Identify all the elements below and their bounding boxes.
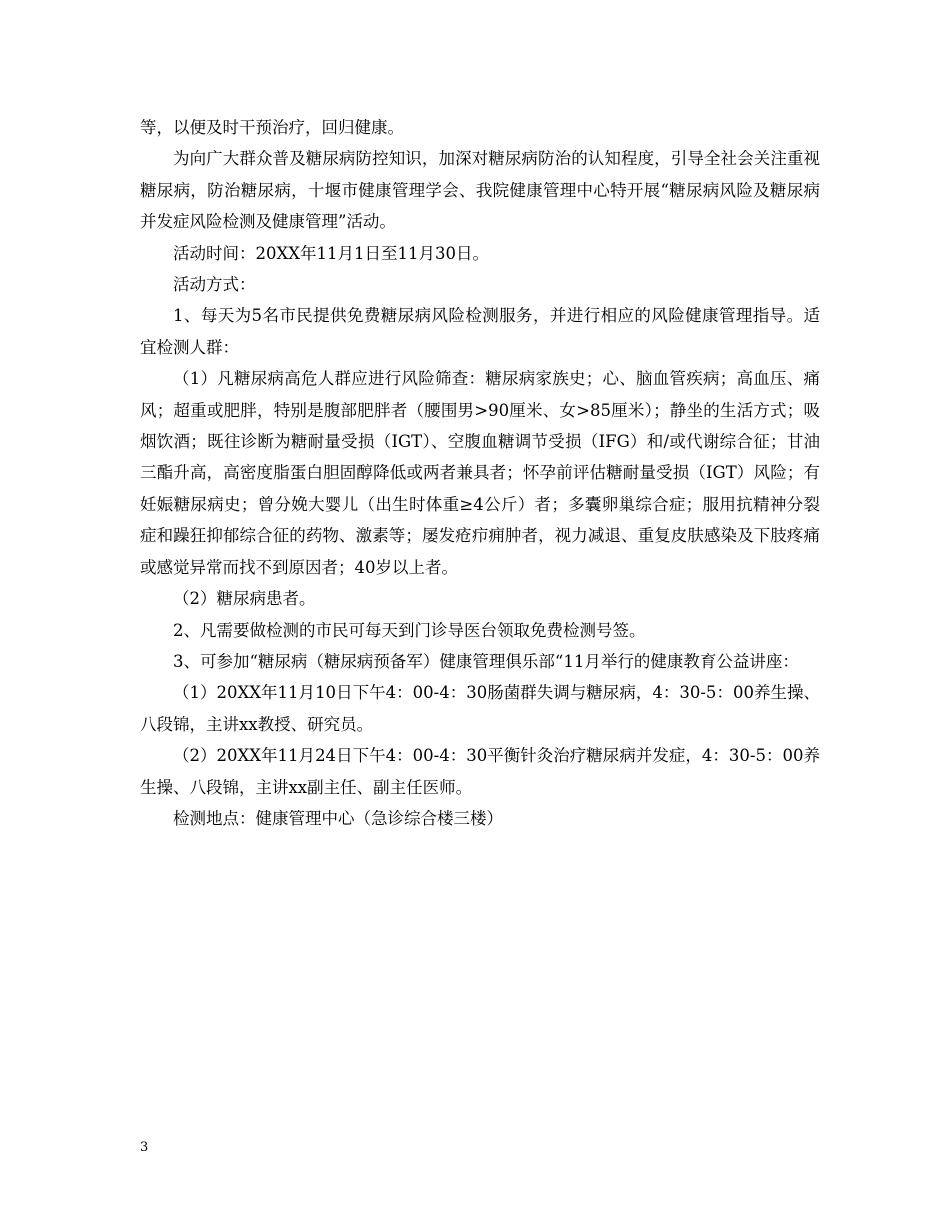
document-body [140,112,820,834]
paragraph: 等，以便及时干预治疗，回归健康。 [140,118,404,137]
paragraph: （2）糖尿病患者。 [173,589,316,609]
page-number: 3 [140,1140,149,1155]
paragraph: （2）20XX年11月24日下午4：00-4：30平衡针灸治疗糖尿病并发症，4：30-5：00养生操、八段锦，主讲xx副主任、副主任医师。 [140,746,820,797]
paragraph: （1）20XX年11月10日下午4：00-4：30肠菌群失调与糖尿病，4：30-5：00养生操、八段锦，主讲xx教授、研究员。 [140,683,820,734]
paragraph: （1）凡糖尿病高危人群应进行风险筛查：糖尿病家族史；心、脑血管疾病；高血压、痛风；超重或肥胖，特别是腹部肥胖者（腰围男>90厘米、女>85厘米）；静坐的生活方式；吸烟饮酒；既往诊断为糖耐量受损（IGT）、空腹血糖调节受损（IFG）和/或代谢综合征；甘油三酯升高，高密度脂蛋白胆固醇降低或两者兼具者；怀孕前评估糖耐量受损（IGT）风险；有妊娠糖尿病史；曾分娩大婴儿（出生时体重≥4公斤）者；多囊卵巢综合症；服用抗精神分裂症和躁狂抑郁综合征的药物、激素等；屡发疮疖痈肿者，视力减退、重复皮肤感染及下肢疼痛或感觉异常而找不到原因者；40岁以上者。 [140,369,820,577]
paragraph: 1、每天为5名市民提供免费糖尿病风险检测服务，并进行相应的风险健康管理指导。适宜检测人群： [140,306,820,357]
paragraph: 2、凡需要做检测的市民可每天到门诊导医台领取免费检测号签。 [173,620,646,640]
paragraph: 为向广大群众普及糖尿病防控知识，加深对糖尿病防治的认知程度，引导全社会关注重视糖尿病，防治糖尿病，十堰市健康管理学会、我院健康管理中心特开展“糖尿病风险及糖尿病并发症风险检测及健康管理”活动。 [140,149,820,232]
activity-method-heading: 活动方式： [173,275,256,295]
location-paragraph: 检测地点：健康管理中心（急诊综合楼三楼） [173,808,503,828]
activity-time-paragraph: 活动时间：20XX年11月1日至11月30日。 [173,243,489,263]
paragraph: 3、可参加“糖尿病（糖尿病预备军）健康管理俱乐部“11月举行的健康教育公益讲座： [173,651,799,671]
